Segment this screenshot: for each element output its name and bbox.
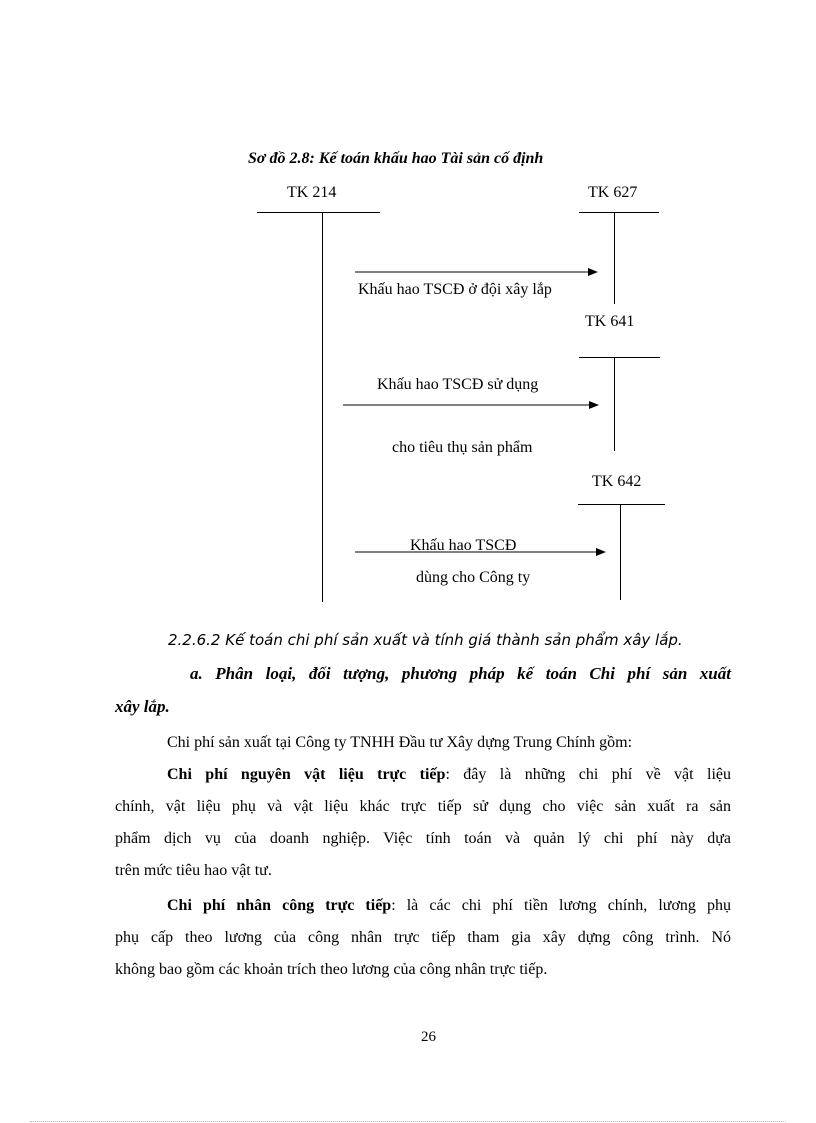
p1-term: Chi phí nguyên vật liệu trực tiếp [167, 766, 446, 783]
subheading-line1: a. Phân loại, đối tượng, phương pháp kế toán Chi phí sản xuất [190, 664, 731, 683]
account-tk214-label: TK 214 [287, 184, 337, 201]
p1-line1-rest: : đây là những chi phí về vật liệu [445, 766, 731, 783]
subheading-line2: xây lắp. [115, 697, 170, 716]
p2-line1 [167, 890, 731, 922]
p2-term: Chi phí nhân công trực tiếp [167, 897, 392, 914]
arrow-label-cong-ty-line1: Khấu hao TSCĐ [410, 537, 517, 554]
p1-line4: trên mức tiêu hao vật tư. [115, 862, 272, 879]
arrow-label-tieu-thu-line1: Khấu hao TSCĐ sử dụng [377, 376, 539, 393]
diagram-title: Sơ đồ 2.8: Kế toán khấu hao Tài sản cố định [248, 150, 544, 167]
account-tk641-label: TK 641 [585, 313, 635, 330]
arrow-to-tk627 [355, 268, 598, 276]
p1-line2: chính, vật liệu phụ và vật liệu khác trực tiếp sử dụng cho việc sản xuất ra sản [115, 798, 731, 815]
intro-paragraph: Chi phí sản xuất tại Công ty TNHH Đầu tư Xây dựng Trung Chính gồm: [167, 734, 633, 751]
arrow-label-tsc-doi-xay-lap: Khấu hao TSCĐ ở đội xây lắp [358, 281, 552, 298]
account-tk642-label: TK 642 [592, 473, 642, 490]
arrow-to-tk641 [343, 401, 599, 409]
p1-line1 [167, 759, 731, 791]
section-heading: 2.2.6.2 Kế toán chi phí sản xuất và tính giá thành sản phẩm xây lắp. [168, 631, 683, 649]
p2-line3: không bao gồm các khoản trích theo lương của công nhân trực tiếp. [115, 961, 548, 978]
arrow-label-cong-ty-line2: dùng cho Công ty [416, 569, 531, 586]
p1-line3: phẩm dịch vụ của doanh nghiệp. Việc tính toán và quản lý chi phí này dựa [115, 830, 731, 847]
page-number: 26 [421, 1029, 436, 1045]
arrow-label-tieu-thu-line2: cho tiêu thụ sản phẩm [392, 439, 533, 456]
page-bottom-border [30, 1121, 786, 1122]
account-tk627-label: TK 627 [588, 184, 638, 201]
p2-line1-rest: : là các chi phí tiền lương chính, lương phụ [391, 897, 732, 914]
p2-line2: phụ cấp theo lương của công nhân trực tiếp tham gia xây dựng công trình. Nó [115, 929, 731, 946]
